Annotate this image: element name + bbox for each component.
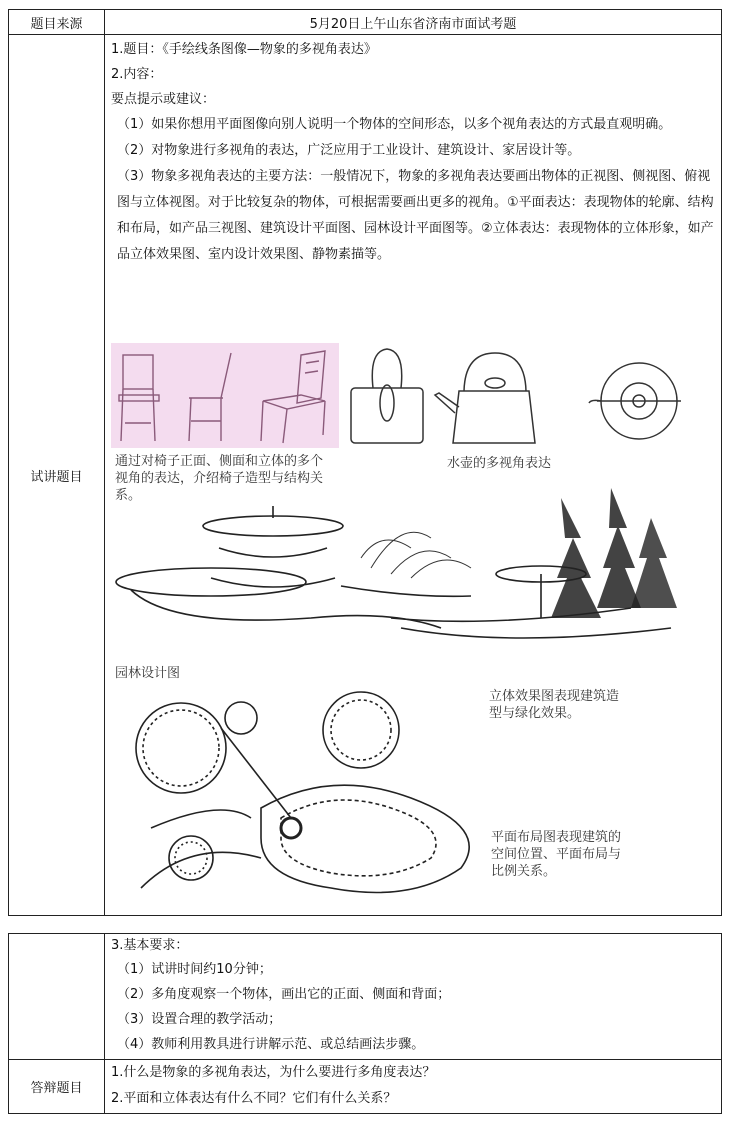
lecture-label: 试讲题目 [9,35,105,915]
question-1: 1.什么是物象的多视角表达，为什么要进行多角度表达？ [111,1065,436,1080]
perspective-caption: 立体效果图表现建筑造型与绿化效果。 [489,689,620,721]
requirements-content [105,934,721,1059]
defense-label: 答辩题目 [9,1060,105,1113]
exam-title: 5月20日上午山东省济南市面试考题 [309,16,517,32]
chair-sketch [111,343,339,448]
exam-table-requirements [8,933,722,1114]
topic-line: 1.题目：《手绘线条图像—物象的多视角表达》 [111,42,377,57]
source-label: 题目来源 [9,10,105,34]
question-2: 2.平面和立体表达有什么不同？它们有什么关系？ [111,1091,397,1106]
point-2: （2）对物象进行多视角的表达，广泛应用于工业设计、建筑设计、家居设计等。 [117,143,581,158]
requirements-row [9,934,721,1060]
plan-caption: 平面布局图表现建筑的空间位置、平面布局与比例关系。 [491,830,622,879]
garden-caption: 园林设计图 [115,666,181,681]
garden-perspective-sketch [111,478,711,678]
requirement-1: （1）试讲时间约10分钟； [117,962,272,977]
defense-content [105,1060,721,1113]
tips-line: 要点提示或建议： [111,92,216,107]
garden-plan-sketch [131,688,501,918]
lecture-content [105,35,721,915]
chair-caption: 通过对椅子正面、侧面和立体的多个视角的表达，介绍椅子造型与结构关系。 [115,454,324,503]
requirement-2: （2）多角度观察一个物体，画出它的正面、侧面和背面； [117,987,451,1002]
point-1: （1）如果你想用平面图像向别人说明一个物体的空间形态，以多个视角表达的方式最直观明确。 [117,117,672,132]
requirement-3: （3）设置合理的教学活动； [117,1012,282,1027]
exam-table-main [8,9,722,916]
point-3: （3）物象多视角表达的主要方法：一般情况下，物象的多视角表达要画出物体的正视图、侧视图、俯视图与立体视图。对于比较复杂的物体，可根据需要画出更多的视角。①平面表达：表现物体的轮廓、结构和布局，如产品三视图、建筑设计平面图、园林设计平面图等。②立体表达：表现物体的立体形象，如产品立体效果图、室内设计效果图、静物素描等。 [117,169,714,262]
defense-row [9,1060,721,1113]
lecture-row [9,35,721,915]
requirement-4: （4）教师利用教具进行讲解示范、或总结画法步骤。 [117,1037,425,1052]
requirements-title: 3.基本要求： [111,938,189,953]
requirements-label [9,934,105,1059]
kettle-sketch [339,343,711,448]
content-line: 2.内容： [111,67,163,82]
illustration-area [111,343,711,918]
header-row [9,10,721,35]
kettle-caption: 水壶的多视角表达 [447,456,552,471]
